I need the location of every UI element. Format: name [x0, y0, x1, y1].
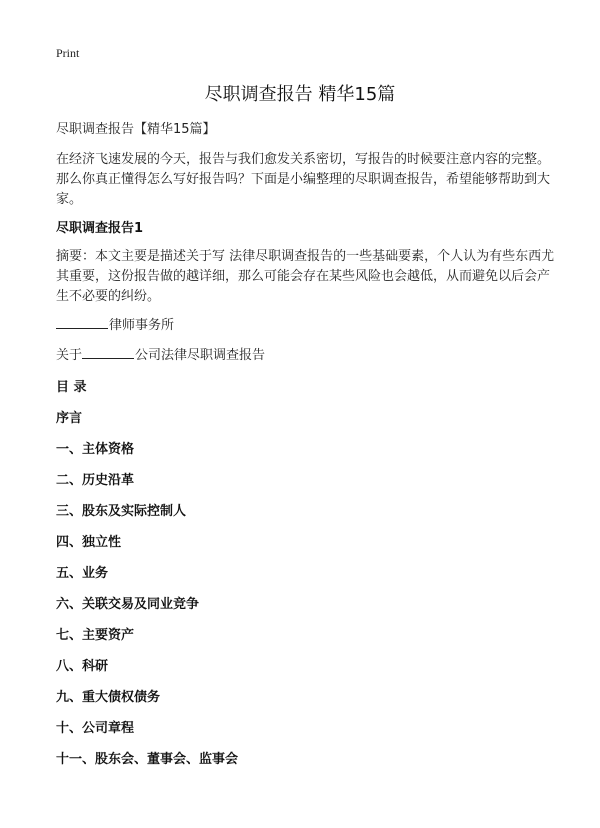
- toc-item: 十、公司章程: [56, 721, 135, 736]
- document-subtitle: 尽职调查报告【精华15篇】: [56, 122, 216, 137]
- toc-item: 九、重大债权债务: [56, 690, 161, 705]
- law-firm-line: [56, 316, 556, 336]
- intro-paragraph: 在经济飞速发展的今天，报告与我们愈发关系密切，写报告的时候要注意内容的完整。那么你真正懂得怎么写好报告吗？下面是小编整理的尽职调查报告，希望能够帮助到大家。: [56, 152, 551, 207]
- about-prefix: 关于: [56, 348, 83, 363]
- toc-item: 目 录: [56, 380, 87, 395]
- toc-item: 八、科研: [56, 659, 109, 674]
- toc-item: 二、历史沿革: [56, 473, 135, 488]
- report-about-line: [56, 346, 556, 366]
- toc-item: 五、业务: [56, 566, 109, 581]
- table-of-contents: [56, 372, 238, 775]
- toc-item: 一、主体资格: [56, 442, 135, 457]
- abstract-paragraph: 摘要：本文主要是描述关于写 法律尽职调查报告的一些基础要素，个人认为有些东西尤其重要，这份报告做的越详细，那么可能会存在某些风险也会越低，从而避免以后会产生不必要的纠纷。: [56, 249, 555, 304]
- section-heading: 尽职调查报告1: [56, 221, 144, 236]
- toc-item: 六、关联交易及同业竞争: [56, 597, 200, 612]
- toc-item: 序言: [56, 411, 83, 426]
- blank-underline: [82, 346, 134, 359]
- toc-item: 七、主要资产: [56, 628, 135, 643]
- toc-item: 三、股东及实际控制人: [56, 504, 187, 519]
- blank-underline: [56, 316, 108, 329]
- print-label: Print: [56, 46, 80, 60]
- toc-item: 四、独立性: [56, 535, 122, 550]
- about-suffix: 公司法律尽职调查报告: [135, 348, 266, 363]
- law-firm-suffix: 律师事务所: [109, 318, 175, 333]
- toc-item: 十一、股东会、董事会、监事会: [56, 752, 239, 767]
- document-title: 尽职调查报告 精华15篇: [204, 84, 396, 105]
